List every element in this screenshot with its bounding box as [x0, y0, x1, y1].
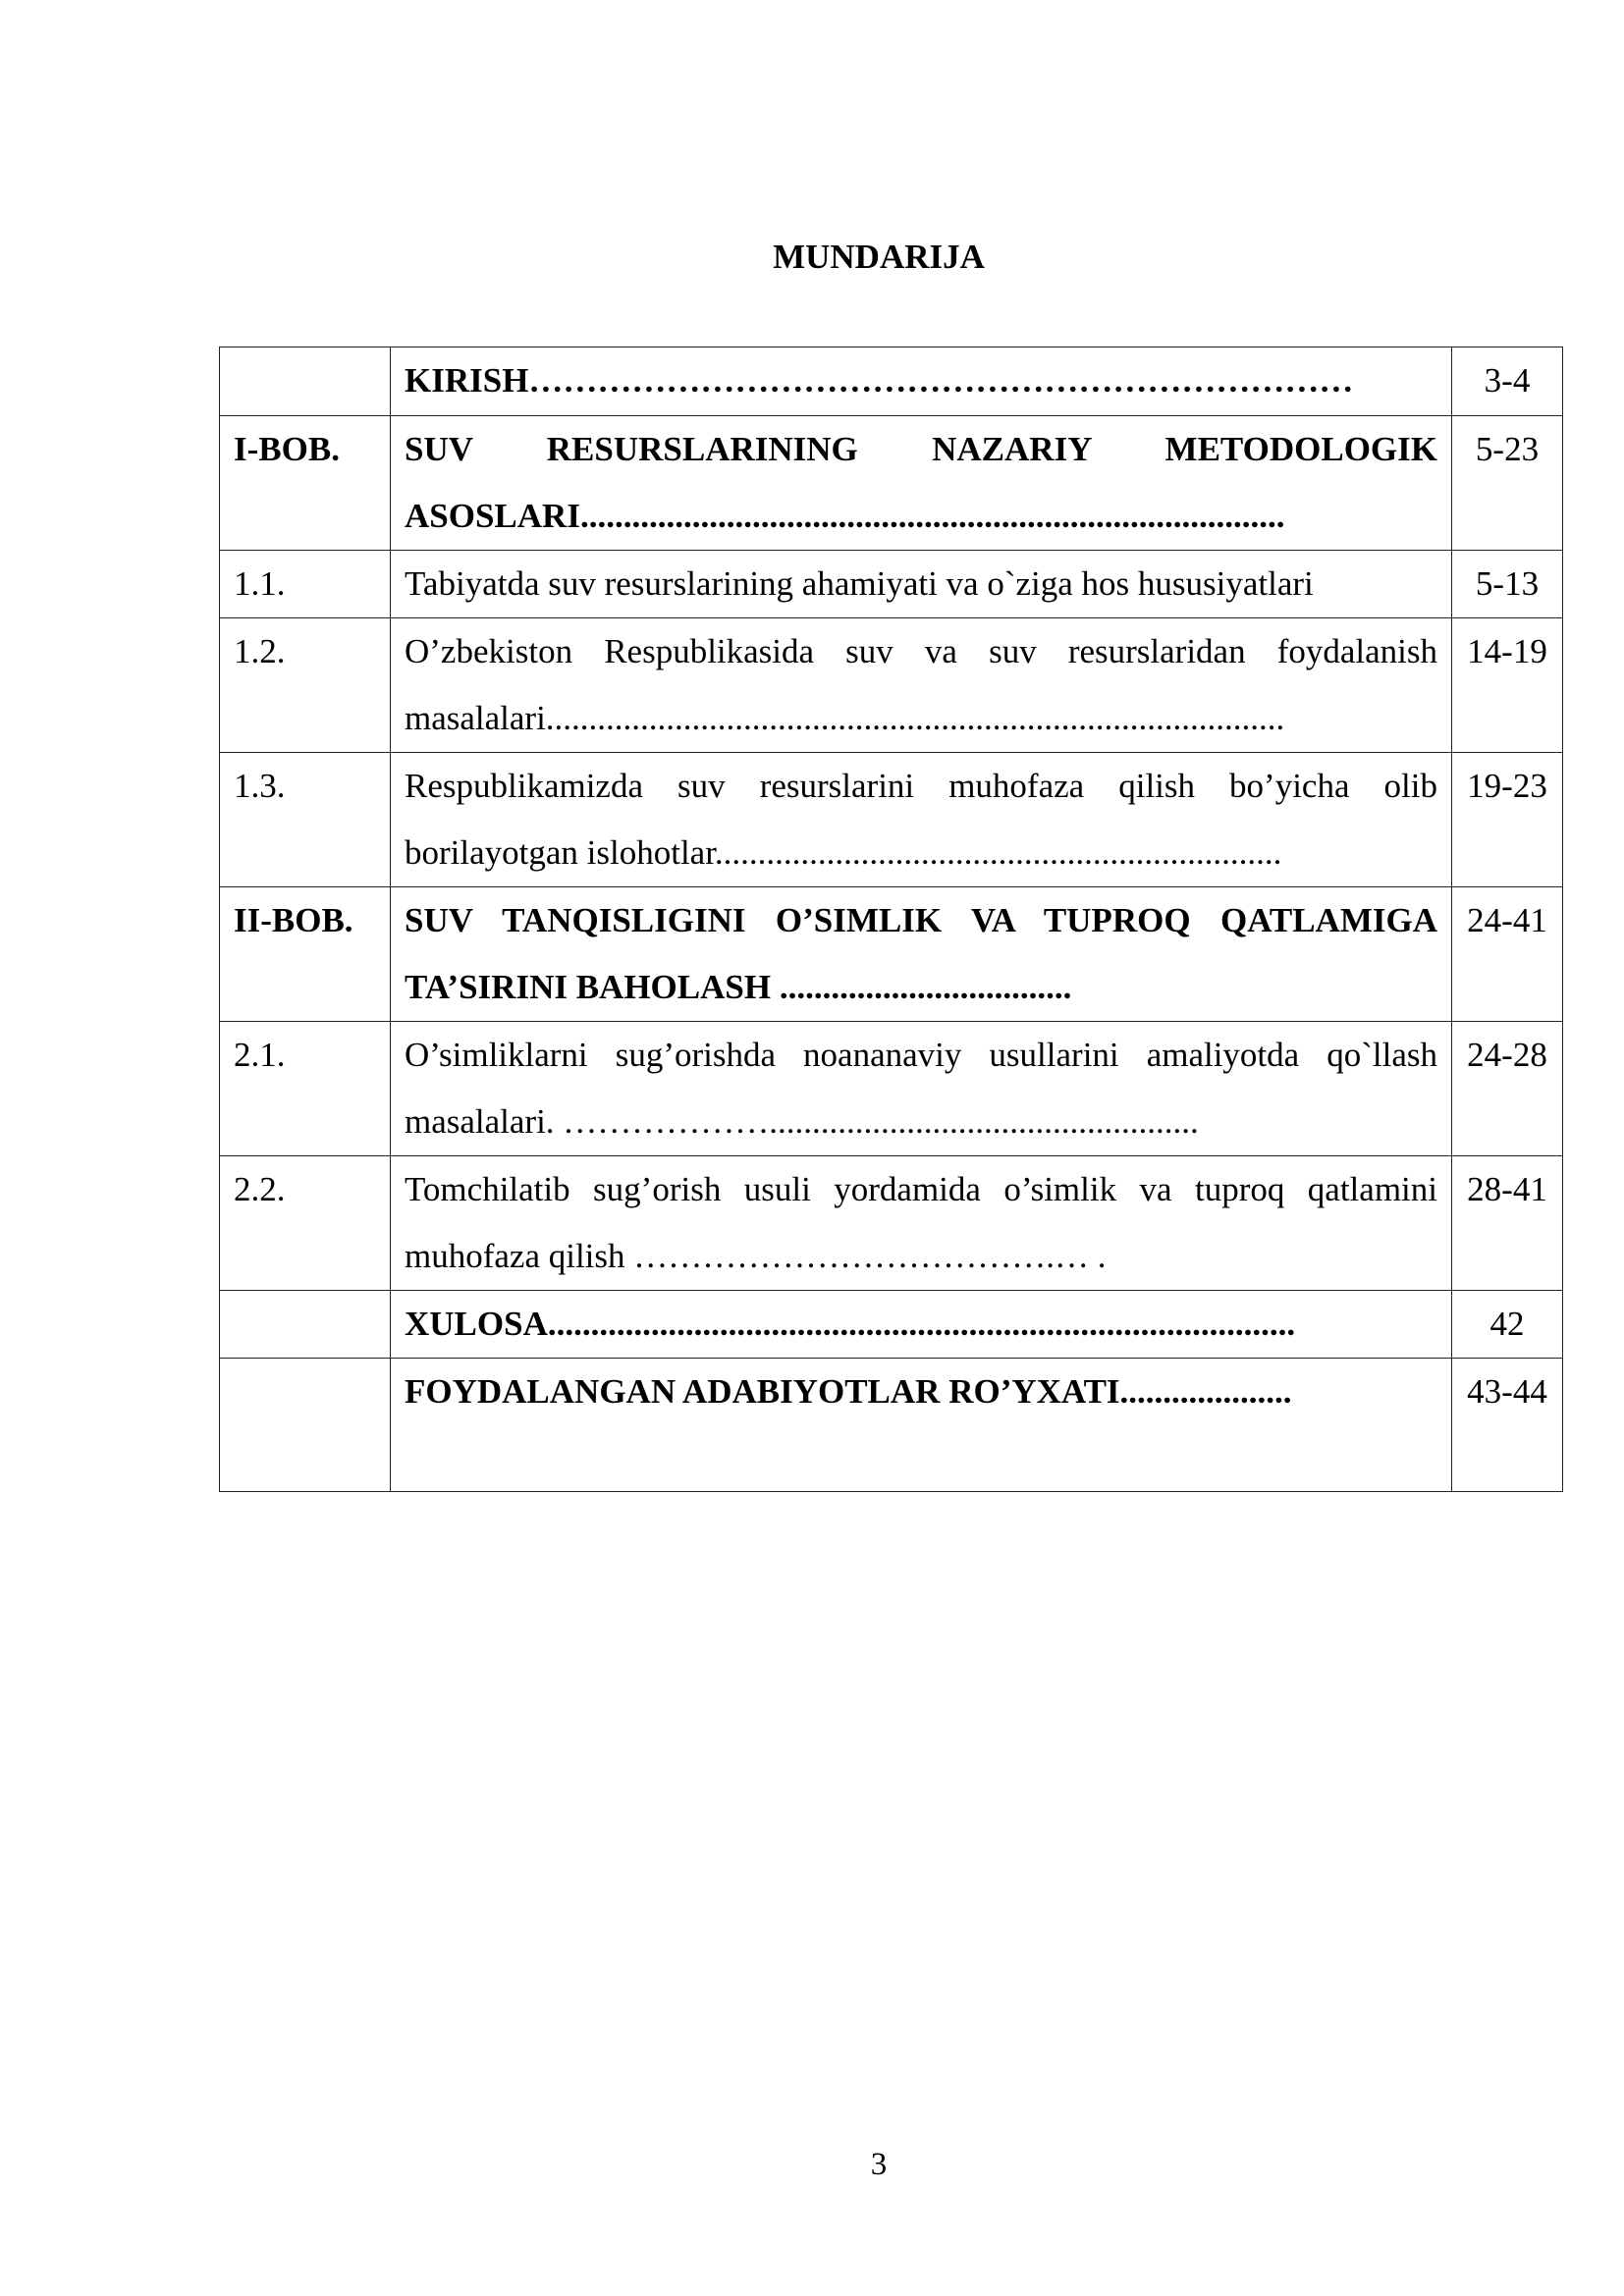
toc-row-page: 28-41	[1452, 1156, 1563, 1291]
toc-row-number: I-BOB.	[220, 416, 391, 551]
toc-row-number: 1.3.	[220, 753, 391, 887]
toc-row-page: 43-44	[1452, 1359, 1563, 1492]
toc-row-number	[220, 1291, 391, 1359]
toc-row-number	[220, 1359, 391, 1492]
toc-row	[220, 551, 1563, 618]
toc-row-title: SUV RESURSLARINING NAZARIY METODOLOGIK ASOSLARI..................................................................................	[391, 416, 1452, 551]
toc-row-page: 19-23	[1452, 753, 1563, 887]
toc-row-number	[220, 347, 391, 416]
toc-row-page: 24-41	[1452, 887, 1563, 1022]
toc-row-title: XULOSA.......................................................................................	[391, 1291, 1452, 1359]
page-number: 3	[870, 2147, 888, 2182]
toc-row-page: 5-13	[1452, 551, 1563, 618]
toc-row	[220, 1022, 1563, 1156]
toc-row-title: O’zbekiston Respublikasida suv va suv resurslaridan foydalanish masalalari......................................................................................	[391, 618, 1452, 753]
toc-row-number: 1.1.	[220, 551, 391, 618]
toc-row	[220, 1359, 1563, 1492]
toc-row	[220, 618, 1563, 753]
toc-row-title: Tomchilatib sug’orish usuli yordamida o’simlik va tuproq qatlamini muhofaza qilish ……………………………….… .	[391, 1156, 1452, 1291]
toc-row	[220, 1291, 1563, 1359]
toc-row-page: 42	[1452, 1291, 1563, 1359]
toc-row-title: KIRISH………………………………………………………………	[391, 347, 1452, 416]
toc-row-page: 24-28	[1452, 1022, 1563, 1156]
toc-row-title: Respublikamizda suv resurslarini muhofaza qilish bo’yicha olib borilayotgan islohotlar..................................................................	[391, 753, 1452, 887]
toc-row-title: FOYDALANGAN ADABIYOTLAR RO’YXATI....................	[391, 1359, 1452, 1492]
toc-row-number: 2.1.	[220, 1022, 391, 1156]
toc-row	[220, 1156, 1563, 1291]
toc-row	[220, 753, 1563, 887]
page-title: MUNDARIJA	[773, 238, 985, 276]
toc-row-number: 2.2.	[220, 1156, 391, 1291]
table-of-contents	[219, 347, 1563, 1492]
toc-row-title: Tabiyatda suv resurslarining ahamiyati va o`ziga hos hususiyatlari	[391, 551, 1452, 618]
toc-row	[220, 416, 1563, 551]
toc-row-page: 14-19	[1452, 618, 1563, 753]
toc-row-page: 3-4	[1452, 347, 1563, 416]
toc-row-number: II-BOB.	[220, 887, 391, 1022]
toc-row	[220, 347, 1563, 416]
toc-row-title: O’simliklarni sug’orishda noananaviy usullarini amaliyotda qo`llash masalalari. ………………..................................................	[391, 1022, 1452, 1156]
toc-row-number: 1.2.	[220, 618, 391, 753]
toc-row-title: SUV TANQISLIGINI O’SIMLIK VA TUPROQ QATLAMIGA TA’SIRINI BAHOLASH ..................................	[391, 887, 1452, 1022]
toc-row	[220, 887, 1563, 1022]
toc-row-page: 5-23	[1452, 416, 1563, 551]
